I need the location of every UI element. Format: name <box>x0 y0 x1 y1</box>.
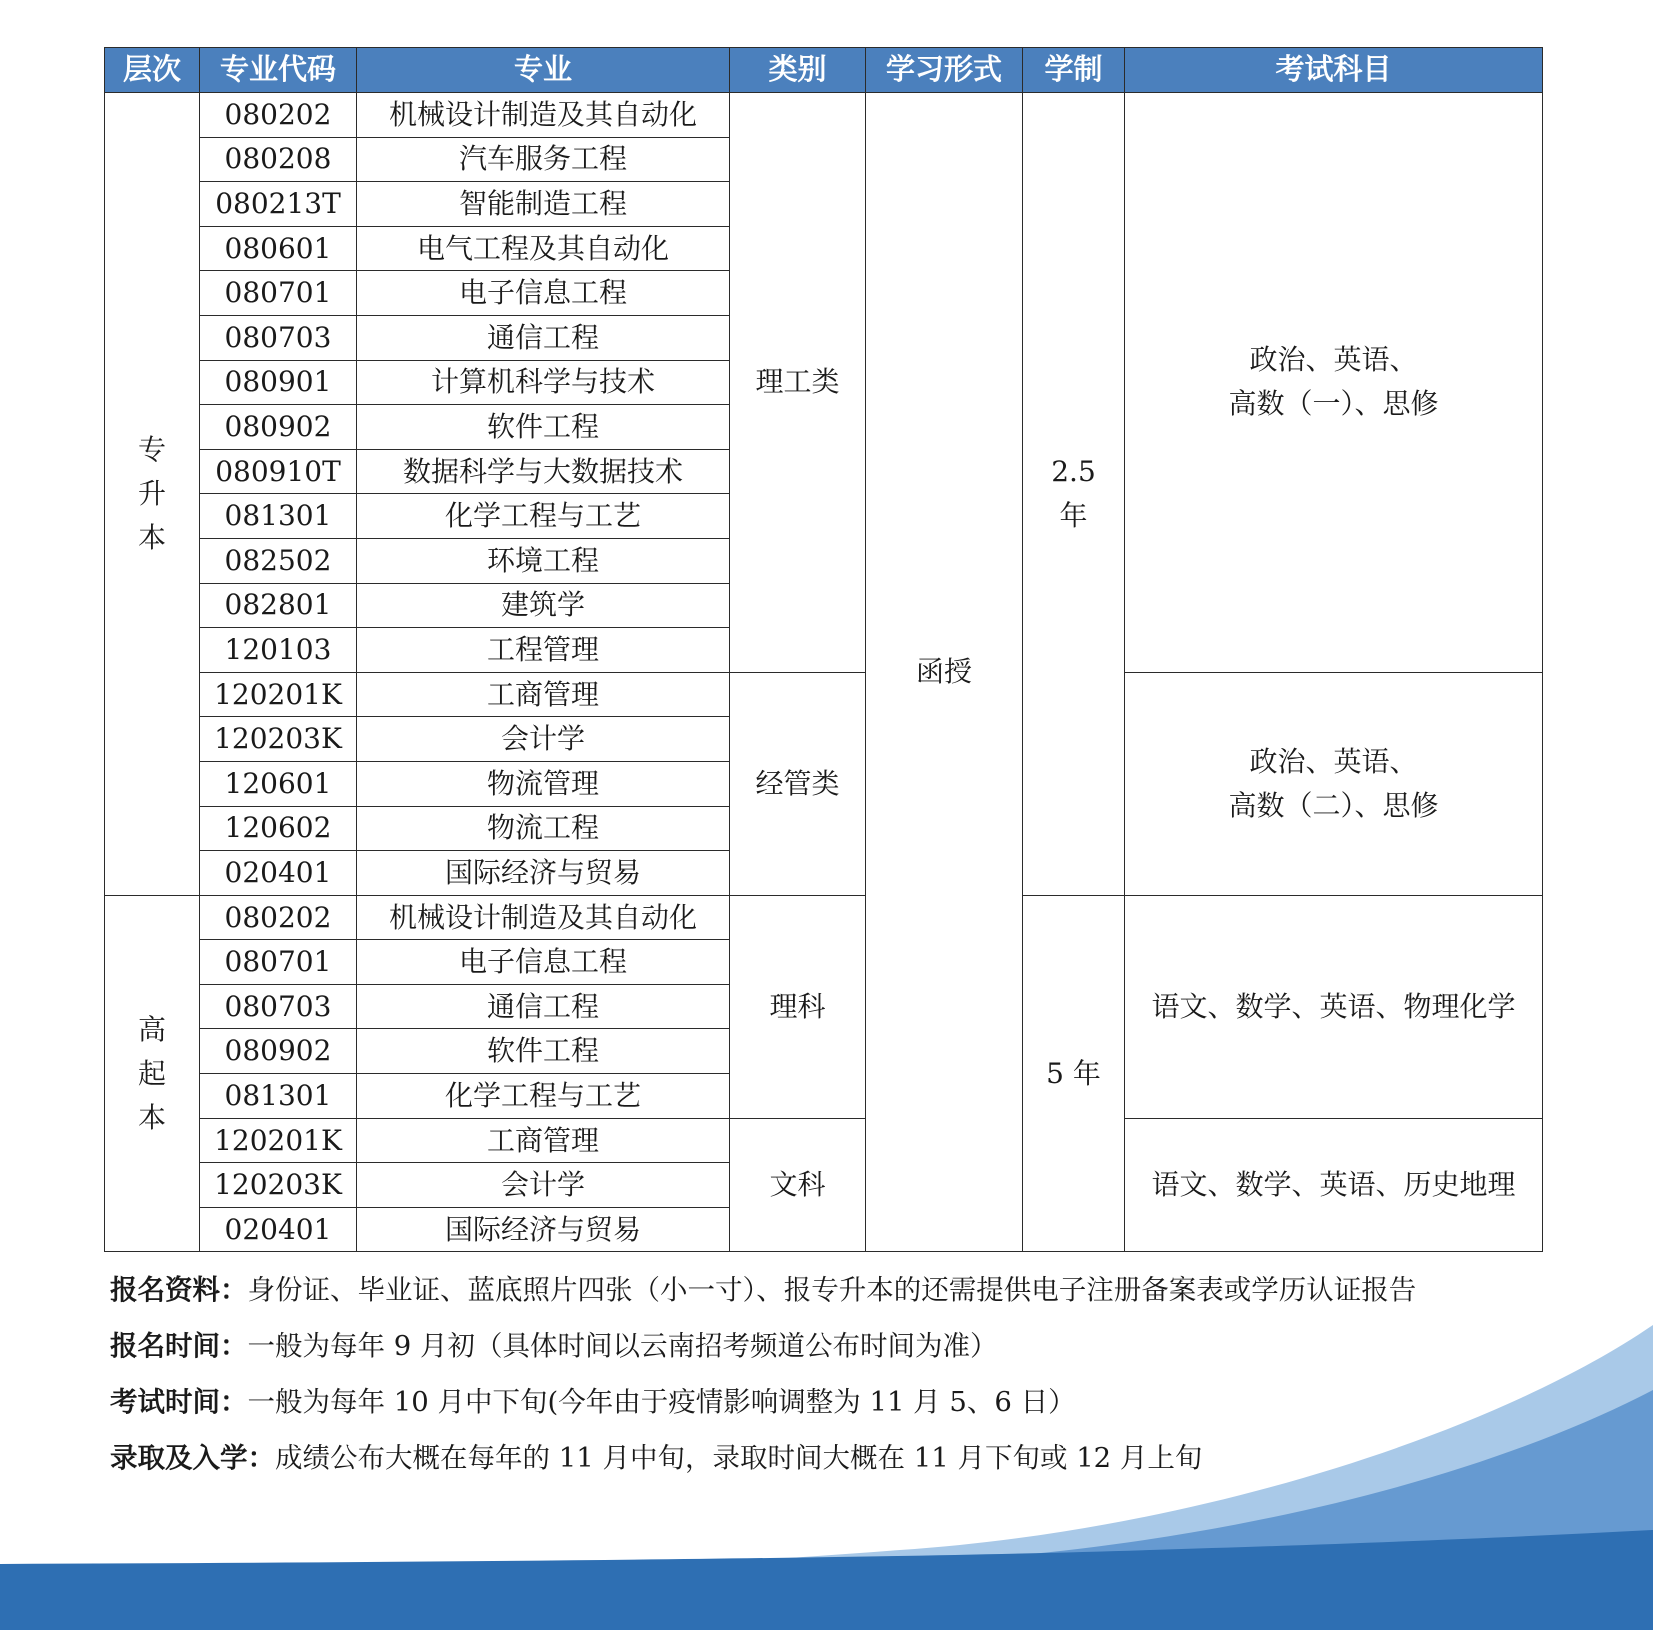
major-code: 080901 <box>200 360 357 405</box>
duration-2-5-years <box>1023 93 1125 896</box>
major-code: 080902 <box>200 1029 357 1074</box>
note-label: 录取及入学： <box>110 1442 275 1474</box>
major-name: 物流管理 <box>357 761 730 806</box>
header-study-form: 学习形式 <box>866 48 1023 93</box>
major-code: 020401 <box>200 1207 357 1252</box>
major-name: 环境工程 <box>357 538 730 583</box>
note-label: 报名资料： <box>110 1274 248 1306</box>
header-code: 专业代码 <box>200 48 357 93</box>
major-code: 081301 <box>200 1074 357 1119</box>
major-code: 080703 <box>200 315 357 360</box>
table-row <box>105 1118 1543 1163</box>
category-economics-management: 经管类 <box>730 672 866 895</box>
major-name: 工商管理 <box>357 672 730 717</box>
major-name: 软件工程 <box>357 1029 730 1074</box>
exam-subjects-math1 <box>1125 93 1543 673</box>
major-name: 智能制造工程 <box>357 182 730 227</box>
level-char: 本 <box>137 1100 166 1134</box>
duration-part: 2.5 <box>1051 454 1096 488</box>
level-char: 本 <box>137 520 166 554</box>
header-category: 类别 <box>730 48 866 93</box>
level-char: 升 <box>137 476 166 510</box>
major-name: 会计学 <box>357 1163 730 1208</box>
major-name: 工程管理 <box>357 628 730 673</box>
category-liberal-arts: 文科 <box>730 1118 866 1252</box>
major-code: 080213T <box>200 182 357 227</box>
major-name: 化学工程与工艺 <box>357 494 730 539</box>
major-name: 会计学 <box>357 717 730 762</box>
header-exam-subjects: 考试科目 <box>1125 48 1543 93</box>
major-name: 国际经济与贸易 <box>357 851 730 896</box>
note-text: 一般为每年 10 月中下旬(今年由于疫情影响调整为 11 月 5、6 日） <box>247 1386 1076 1418</box>
exam-line: 高数（二）、思修 <box>1228 788 1439 822</box>
major-name: 电子信息工程 <box>357 271 730 316</box>
table-header-row <box>105 48 1543 93</box>
header-major: 专业 <box>357 48 730 93</box>
exam-subjects-liberal-arts: 语文、数学、英语、历史地理 <box>1125 1118 1543 1252</box>
category-science: 理科 <box>730 895 866 1118</box>
major-name: 电子信息工程 <box>357 940 730 985</box>
major-code: 080208 <box>200 137 357 182</box>
major-name: 化学工程与工艺 <box>357 1074 730 1119</box>
major-code: 082502 <box>200 538 357 583</box>
exam-subjects-math2 <box>1125 672 1543 895</box>
major-name: 通信工程 <box>357 984 730 1029</box>
major-name: 数据科学与大数据技术 <box>357 449 730 494</box>
note-text: 一般为每年 9 月初（具体时间以云南招考频道公布时间为准） <box>247 1330 998 1362</box>
majors-table-container <box>104 47 1542 1252</box>
exam-line: 政治、英语、 <box>1249 744 1418 778</box>
exam-line: 政治、英语、 <box>1249 343 1418 377</box>
level-char: 专 <box>137 432 166 466</box>
major-name: 物流工程 <box>357 806 730 851</box>
major-code: 081301 <box>200 494 357 539</box>
table-row <box>105 895 1543 940</box>
major-code: 120103 <box>200 628 357 673</box>
major-code: 080703 <box>200 984 357 1029</box>
major-name: 工商管理 <box>357 1118 730 1163</box>
major-code: 120203K <box>200 1163 357 1208</box>
level-gaoqiben <box>105 895 200 1252</box>
table-row <box>105 672 1543 717</box>
major-code: 120601 <box>200 761 357 806</box>
majors-table <box>104 47 1543 1252</box>
major-name: 机械设计制造及其自动化 <box>357 93 730 138</box>
duration-part: 年 <box>1059 498 1088 532</box>
table-row <box>105 93 1543 138</box>
major-code: 080202 <box>200 895 357 940</box>
major-code: 080701 <box>200 940 357 985</box>
note-label: 报名时间： <box>110 1330 248 1362</box>
note-admission <box>110 1430 1416 1486</box>
wave-dark-band <box>0 1530 1653 1630</box>
header-duration: 学制 <box>1023 48 1125 93</box>
major-code: 080601 <box>200 226 357 271</box>
major-name: 电气工程及其自动化 <box>357 226 730 271</box>
note-documents <box>110 1262 1416 1318</box>
registration-notes <box>110 1262 1416 1486</box>
note-registration-time <box>110 1318 1416 1374</box>
major-code: 120201K <box>200 672 357 717</box>
level-zhuanshengben <box>105 93 200 896</box>
major-code: 120602 <box>200 806 357 851</box>
major-name: 软件工程 <box>357 405 730 450</box>
note-label: 考试时间： <box>110 1386 248 1418</box>
major-code: 082801 <box>200 583 357 628</box>
note-text: 成绩公布大概在每年的 11 月中旬，录取时间大概在 11 月下旬或 12 月上旬 <box>275 1442 1203 1474</box>
major-code: 120201K <box>200 1118 357 1163</box>
major-code: 120203K <box>200 717 357 762</box>
header-level: 层次 <box>105 48 200 93</box>
exam-subjects-science: 语文、数学、英语、物理化学 <box>1125 895 1543 1118</box>
major-code: 080202 <box>200 93 357 138</box>
major-code: 080902 <box>200 405 357 450</box>
major-code: 080701 <box>200 271 357 316</box>
major-name: 国际经济与贸易 <box>357 1207 730 1252</box>
category-science-engineering: 理工类 <box>730 93 866 673</box>
note-exam-time <box>110 1374 1416 1430</box>
major-name: 汽车服务工程 <box>357 137 730 182</box>
level-char: 高 <box>137 1012 166 1046</box>
major-name: 计算机科学与技术 <box>357 360 730 405</box>
major-code: 020401 <box>200 851 357 896</box>
note-text: 身份证、毕业证、蓝底照片四张（小一寸）、报专升本的还需提供电子注册备案表或学历认证报告 <box>247 1274 1417 1306</box>
major-code: 080910T <box>200 449 357 494</box>
major-name: 通信工程 <box>357 315 730 360</box>
major-name: 建筑学 <box>357 583 730 628</box>
duration-5-years: 5 年 <box>1023 895 1125 1252</box>
level-char: 起 <box>137 1056 166 1090</box>
study-form: 函授 <box>866 93 1023 1252</box>
major-name: 机械设计制造及其自动化 <box>357 895 730 940</box>
exam-line: 高数（一）、思修 <box>1228 387 1439 421</box>
